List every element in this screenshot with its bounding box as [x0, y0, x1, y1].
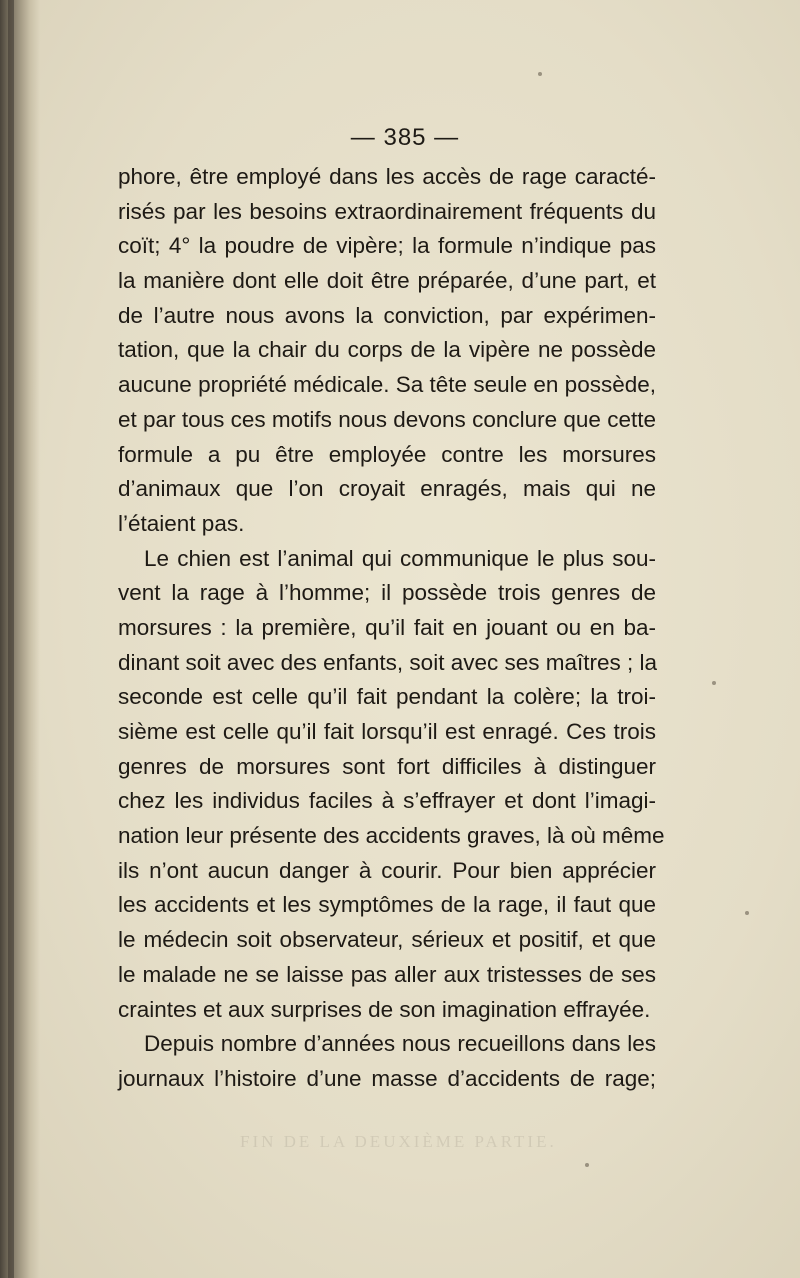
- text-line: les accidents et les symptômes de la rage, il faut que: [118, 892, 656, 918]
- text-line: chez les individus faciles à s’effrayer et dont l’imagi-: [118, 788, 656, 814]
- text-line: le médecin soit observateur, sérieux et positif, et que: [118, 927, 656, 953]
- text-line: le malade ne se laisse pas aller aux tristesses de ses: [118, 961, 656, 987]
- text-line: dinant soit avec des enfants, soit avec ses maîtres ; la: [118, 649, 658, 675]
- text-line: et par tous ces motifs nous devons conclure que cette: [118, 406, 656, 432]
- paragraph-start-line: Le chien est l’animal qui communique le plus sou-: [144, 545, 656, 571]
- paragraph-end-line: craintes et aux surprises de son imagination effrayée.: [118, 996, 651, 1022]
- bleed-through-text: FIN DE LA DEUXIÈME PARTIE.: [240, 1132, 557, 1151]
- book-binding-edge: [0, 0, 40, 1278]
- text-line: nation leur présente des accidents graves, là où même: [118, 823, 665, 849]
- text-line: sième est celle qu’il fait lorsqu’il est enragé. Ces trois: [118, 719, 656, 744]
- text-line: seconde est celle qu’il fait pendant la colère; la troi-: [118, 684, 656, 710]
- text-line: journaux l’histoire d’une masse d’accidents de rage;: [118, 1065, 656, 1091]
- text-line: genres de morsures sont fort difficiles à distinguer: [118, 753, 656, 779]
- text-line: tation, que la chair du corps de la vipère ne possède: [118, 337, 656, 363]
- paragraph-start-line: Depuis nombre d’années nous recueillons dans les: [144, 1031, 656, 1057]
- paper-speck: [745, 911, 749, 915]
- text-line: ils n’ont aucun danger à courir. Pour bien apprécier: [118, 857, 656, 883]
- paper-speck: [585, 1163, 589, 1167]
- paragraph-end-line: l’étaient pas.: [118, 510, 245, 536]
- text-line: la manière dont elle doit être préparée, d’une part, et: [118, 268, 656, 294]
- body-text: [118, 160, 665, 1097]
- text-line: vent la rage à l’homme; il possède trois genres de: [118, 580, 656, 606]
- text-line: phore, être employé dans les accès de rage caracté-: [118, 164, 656, 189]
- text-line: morsures : la première, qu’il fait en jouant ou en ba-: [118, 614, 656, 640]
- page-number: — 385 —: [350, 124, 460, 151]
- text-line: coït; 4° la poudre de vipère; la formule n’indique pas: [118, 233, 656, 259]
- text-line: de l’autre nous avons la conviction, par expérimen-: [118, 302, 656, 328]
- text-line: formule a pu être employée contre les morsures: [118, 441, 656, 467]
- text-line: d’animaux que l’on croyait enragés, mais qui ne: [118, 476, 656, 502]
- binding-shadow-stripe: [8, 0, 14, 1278]
- text-line: aucune propriété médicale. Sa tête seule en possède,: [118, 372, 656, 398]
- paper-speck: [538, 72, 542, 76]
- text-line: risés par les besoins extraordinairement fréquents du: [118, 198, 656, 224]
- paper-speck: [712, 681, 716, 685]
